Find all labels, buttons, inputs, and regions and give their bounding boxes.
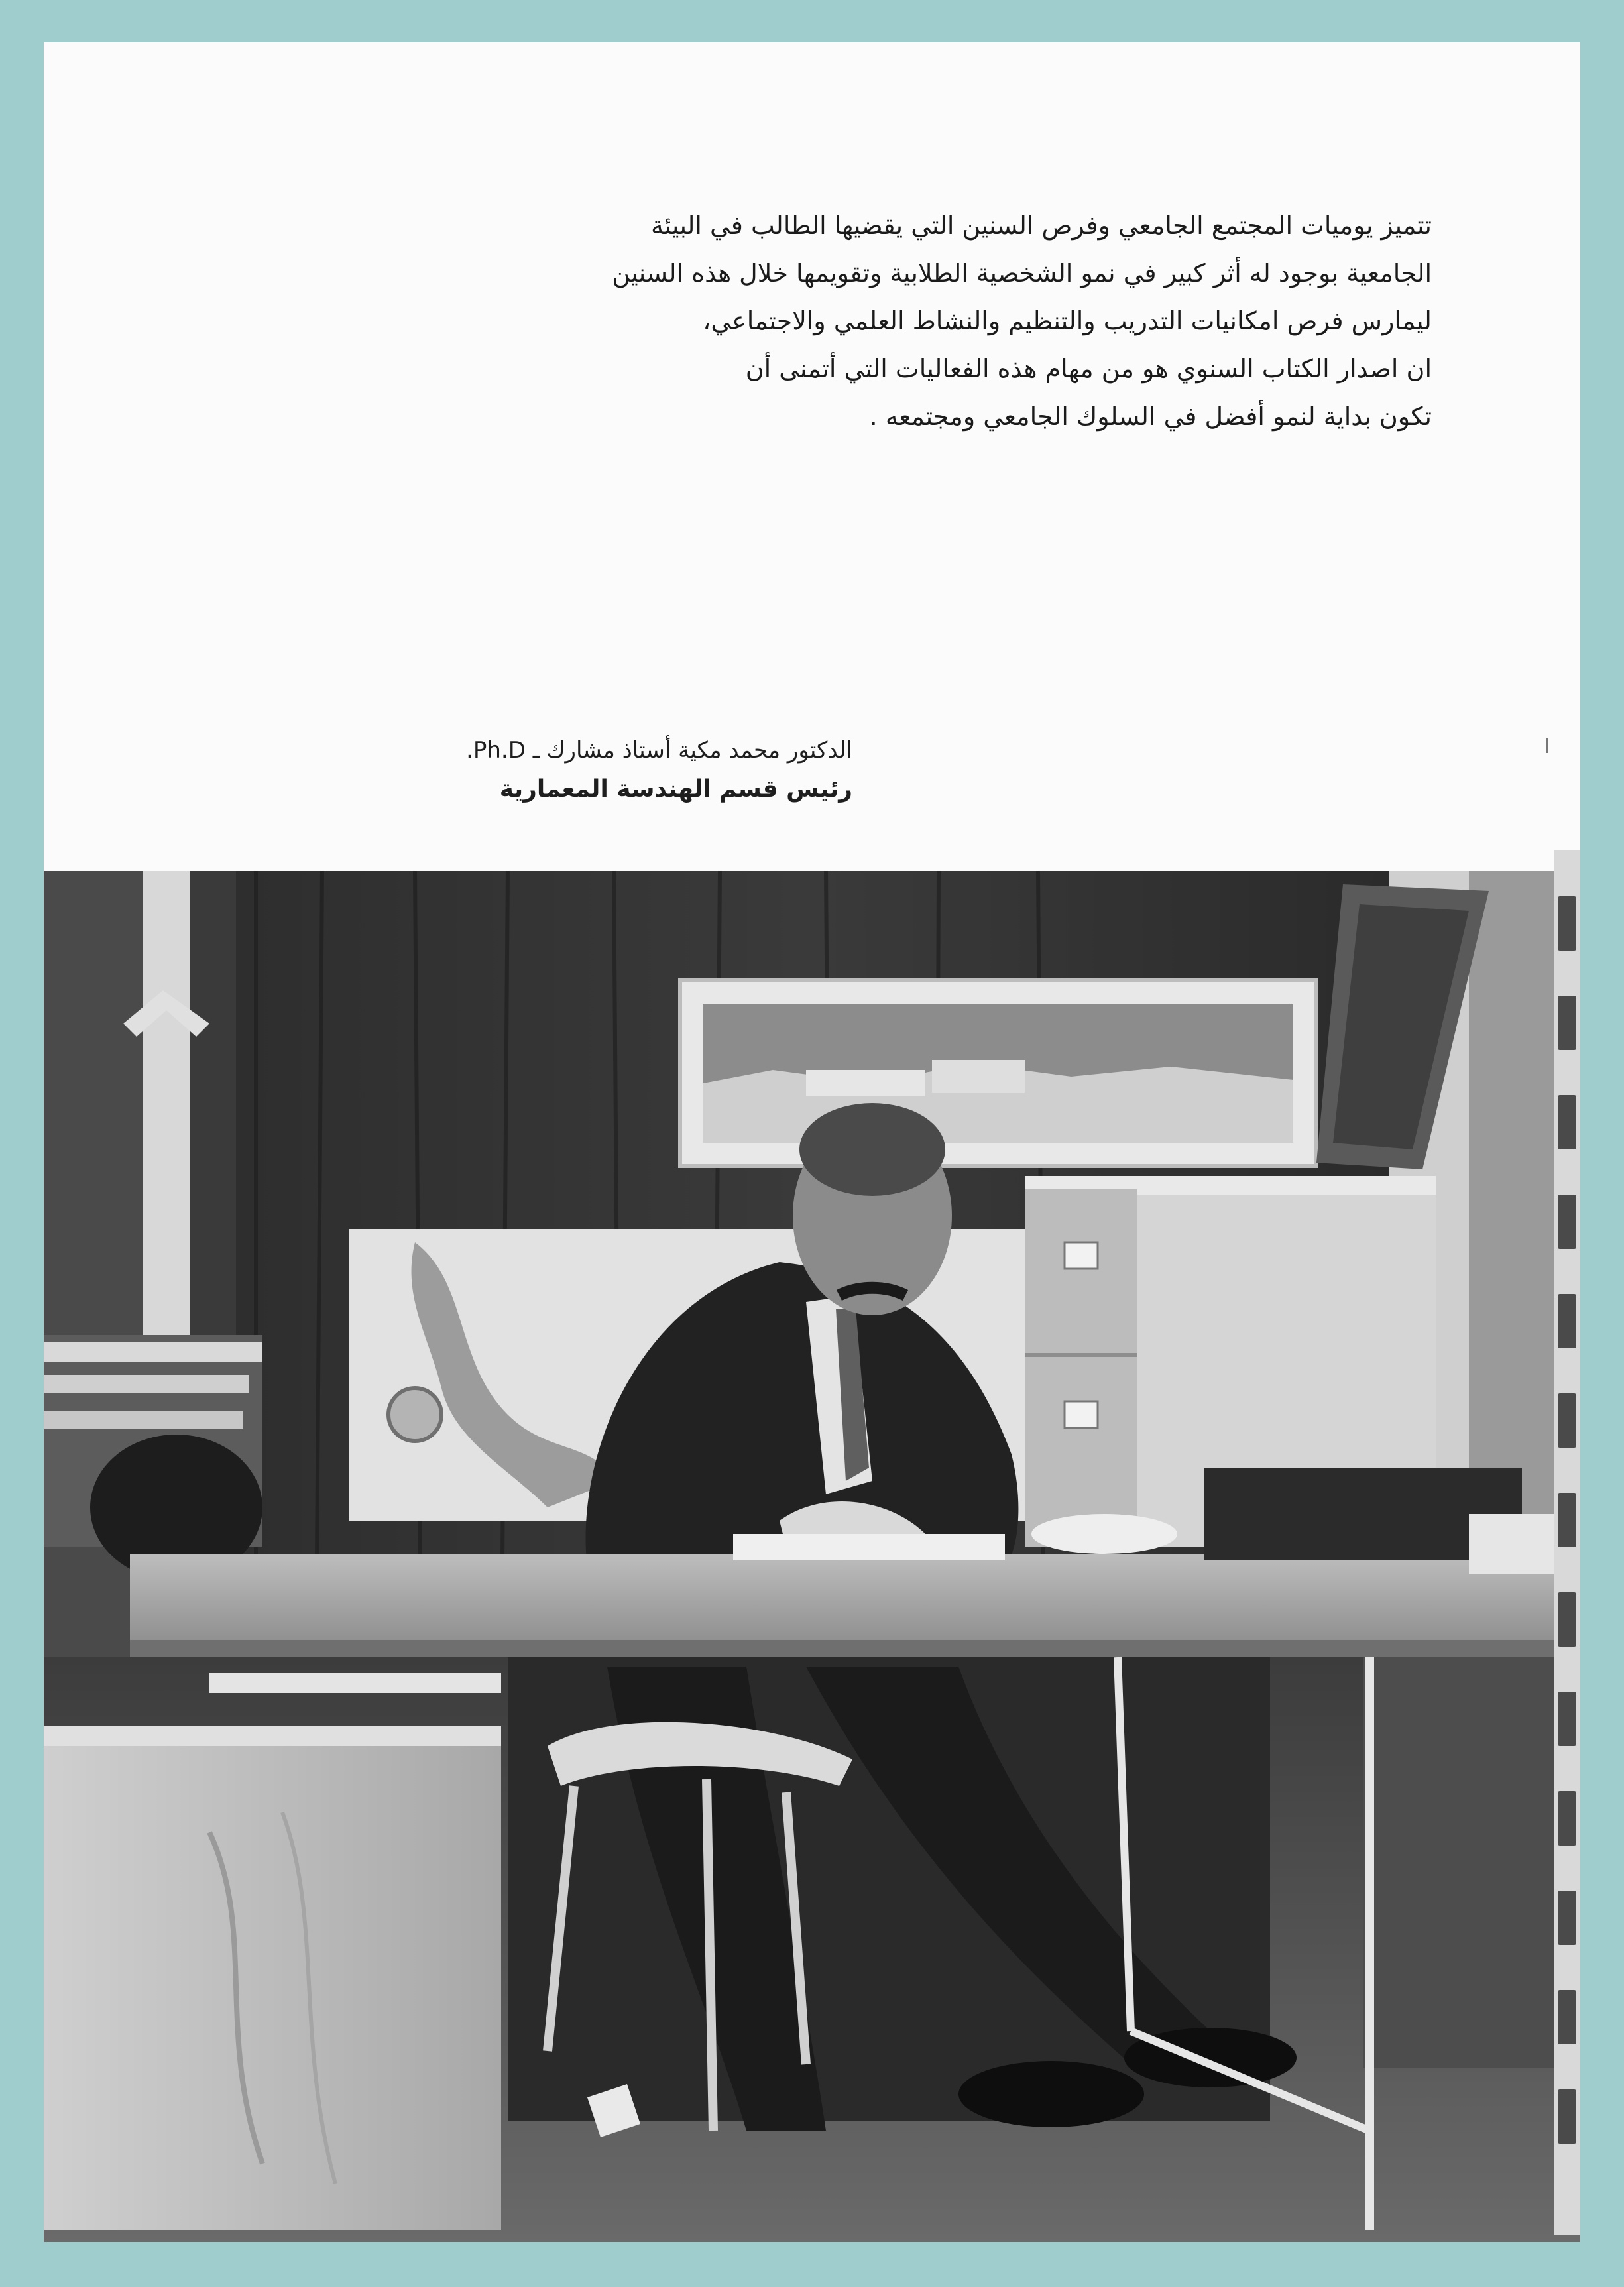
film-hole — [1558, 1791, 1576, 1846]
foreword-paragraph — [612, 202, 1432, 440]
film-hole — [1558, 896, 1576, 951]
film-hole — [1558, 1891, 1576, 1945]
edge-mark — [1546, 738, 1548, 753]
film-hole — [1558, 1692, 1576, 1746]
photo-frame — [44, 871, 1580, 2242]
page-sheet — [44, 42, 1580, 2242]
film-hole — [1558, 1990, 1576, 2044]
film-hole — [1558, 1294, 1576, 1348]
film-hole — [1558, 1592, 1576, 1647]
paragraph-line-1: تتميز يوميات المجتمع الجامعي وفرص السنين التي يقضيها الطالب في البيئة — [651, 211, 1432, 240]
signature-name: الدكتور محمد مكية أستاذ مشارك ـ Ph.D. — [466, 737, 852, 764]
signature-title: رئيس قسم الهندسة المعمارية — [499, 776, 852, 803]
paragraph-line-3: ليمارس فرص امكانيات التدريب والتنظيم والنشاط العلمي والاجتماعي، — [703, 306, 1432, 335]
paragraph-line-4: ان اصدار الكتاب السنوي هو من مهام هذه الفعاليات التي أتمنى أن — [745, 354, 1432, 383]
film-hole — [1558, 1095, 1576, 1149]
film-hole — [1558, 1393, 1576, 1448]
paragraph-line-2: الجامعية بوجود له أثر كبير في نمو الشخصية الطلابية وتقويمها خلال هذه السنين — [612, 259, 1432, 288]
paragraph-line-5: تكون بداية لنمو أفضل في السلوك الجامعي ومجتمعه . — [869, 402, 1432, 431]
film-strip — [1554, 850, 1580, 2235]
film-hole — [1558, 1195, 1576, 1249]
film-hole — [1558, 2089, 1576, 2144]
office-photo — [44, 871, 1580, 2242]
signature-block — [402, 732, 852, 810]
film-hole — [1558, 1493, 1576, 1547]
film-hole — [1558, 996, 1576, 1050]
